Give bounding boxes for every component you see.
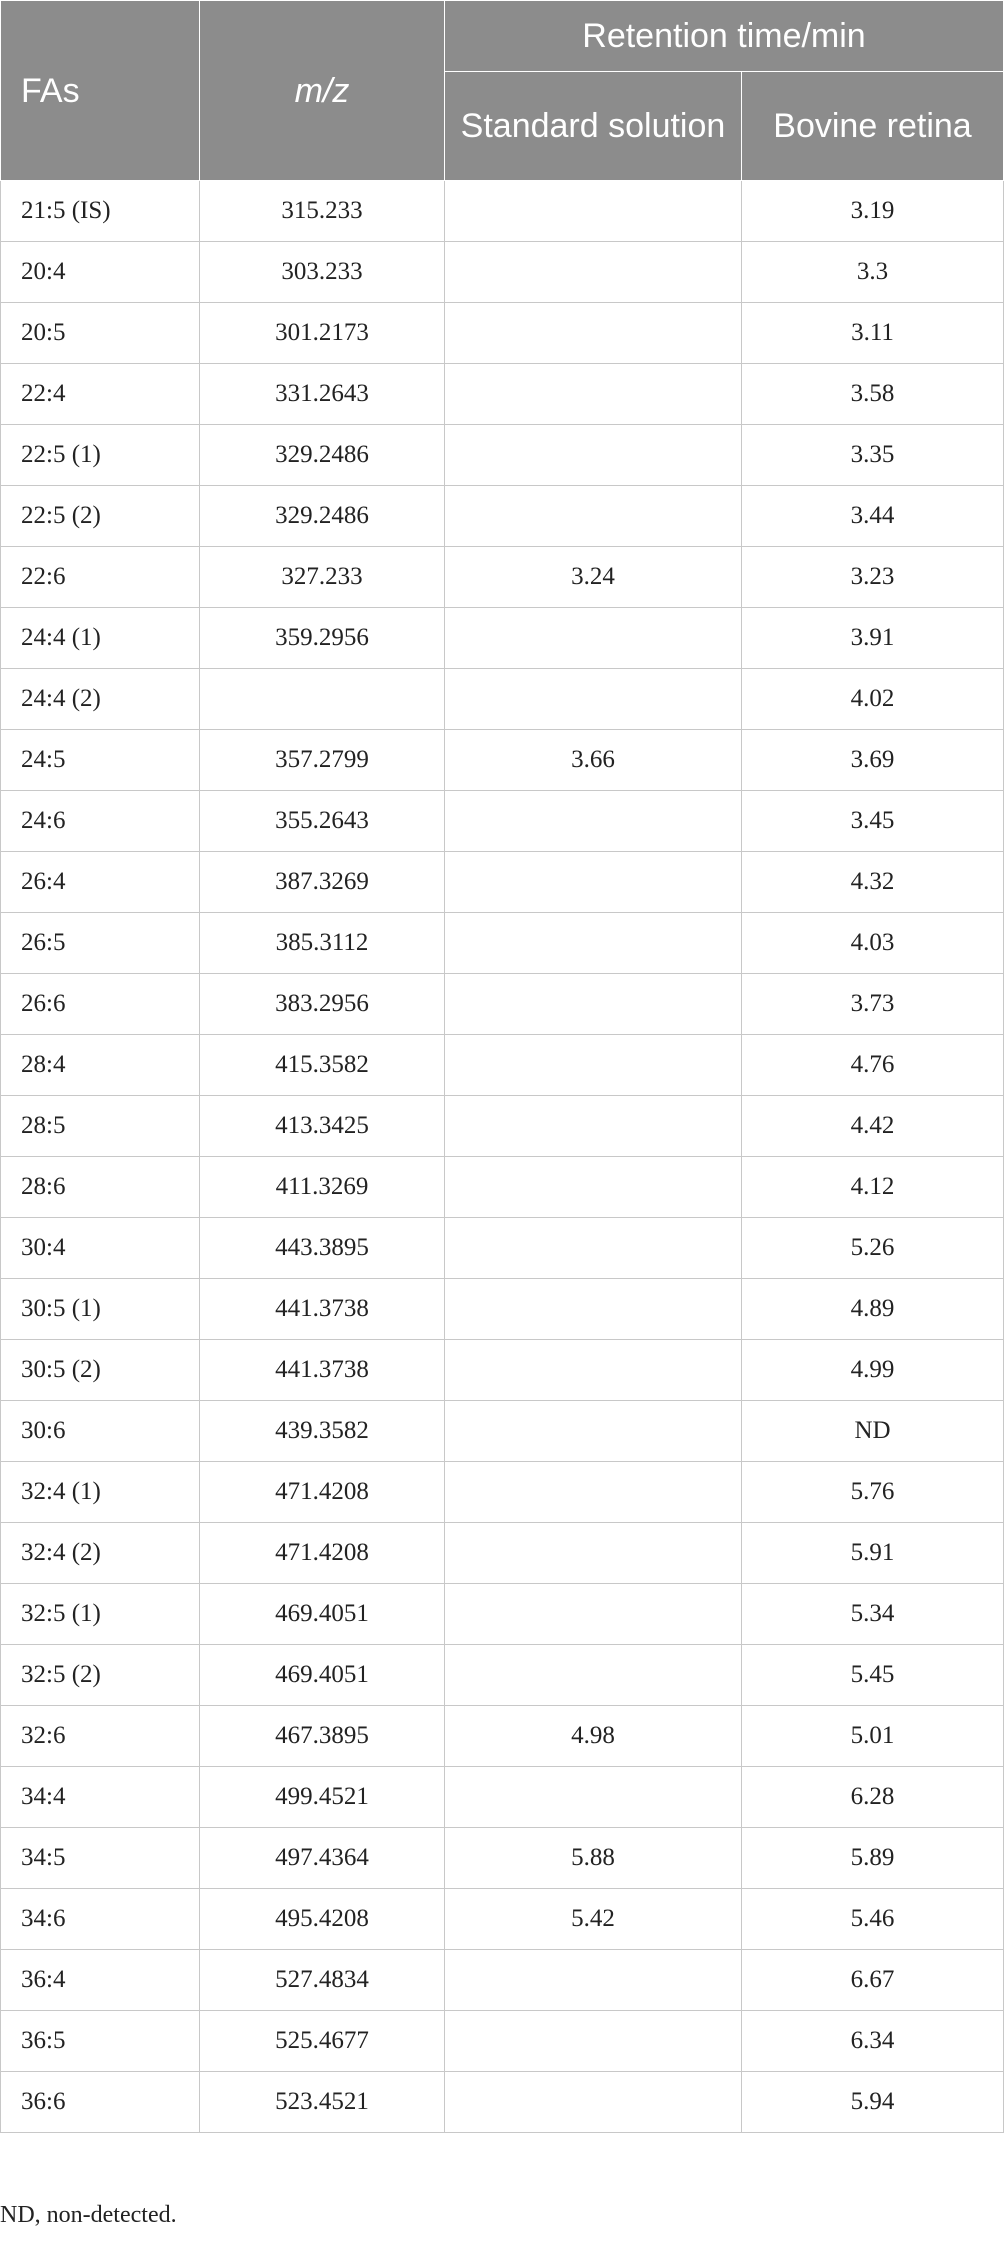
table-row — [1, 1584, 1004, 1645]
header-bovine-retina: Bovine retina — [742, 72, 1004, 181]
cell-mz: 497.4364 — [200, 1828, 445, 1889]
cell-fa: 30:4 — [1, 1218, 200, 1279]
cell-standard-solution — [445, 1950, 742, 2011]
header-standard-solution: Standard solution — [445, 72, 742, 181]
cell-bovine-retina: 6.67 — [742, 1950, 1004, 2011]
cell-bovine-retina: 4.03 — [742, 913, 1004, 974]
cell-bovine-retina: 3.73 — [742, 974, 1004, 1035]
cell-fa: 32:5 (1) — [1, 1584, 200, 1645]
cell-bovine-retina: 5.45 — [742, 1645, 1004, 1706]
cell-bovine-retina: ND — [742, 1401, 1004, 1462]
table-row — [1, 1523, 1004, 1584]
cell-standard-solution — [445, 425, 742, 486]
cell-fa: 34:6 — [1, 1889, 200, 1950]
cell-mz: 467.3895 — [200, 1706, 445, 1767]
cell-fa: 20:4 — [1, 242, 200, 303]
table-row — [1, 1096, 1004, 1157]
cell-mz — [200, 669, 445, 730]
cell-fa: 26:4 — [1, 852, 200, 913]
table-row — [1, 730, 1004, 791]
cell-standard-solution — [445, 1645, 742, 1706]
table-row — [1, 1035, 1004, 1096]
cell-bovine-retina: 4.76 — [742, 1035, 1004, 1096]
cell-mz: 385.3112 — [200, 913, 445, 974]
cell-bovine-retina: 5.26 — [742, 1218, 1004, 1279]
table-footnote: ND, non-detected. — [0, 2202, 177, 2228]
cell-mz: 359.2956 — [200, 608, 445, 669]
cell-mz: 329.2486 — [200, 425, 445, 486]
table-row — [1, 791, 1004, 852]
cell-standard-solution — [445, 1767, 742, 1828]
table-row — [1, 486, 1004, 547]
table-row — [1, 364, 1004, 425]
cell-bovine-retina: 4.99 — [742, 1340, 1004, 1401]
cell-fa: 32:4 (1) — [1, 1462, 200, 1523]
cell-fa: 36:6 — [1, 2072, 200, 2133]
cell-bovine-retina: 3.45 — [742, 791, 1004, 852]
table-row — [1, 1645, 1004, 1706]
cell-mz: 415.3582 — [200, 1035, 445, 1096]
cell-bovine-retina: 4.32 — [742, 852, 1004, 913]
cell-standard-solution: 3.66 — [445, 730, 742, 791]
cell-standard-solution — [445, 1096, 742, 1157]
cell-standard-solution — [445, 1035, 742, 1096]
table-row — [1, 1767, 1004, 1828]
cell-standard-solution — [445, 608, 742, 669]
cell-standard-solution — [445, 1523, 742, 1584]
cell-mz: 329.2486 — [200, 486, 445, 547]
cell-mz: 441.3738 — [200, 1279, 445, 1340]
cell-bovine-retina: 4.89 — [742, 1279, 1004, 1340]
table-row — [1, 1706, 1004, 1767]
cell-fa: 34:5 — [1, 1828, 200, 1889]
cell-fa: 36:5 — [1, 2011, 200, 2072]
cell-standard-solution: 4.98 — [445, 1706, 742, 1767]
cell-mz: 495.4208 — [200, 1889, 445, 1950]
cell-standard-solution — [445, 913, 742, 974]
table-row — [1, 303, 1004, 364]
header-retention-time: Retention time/min — [445, 1, 1004, 72]
table-row — [1, 181, 1004, 242]
cell-bovine-retina: 3.91 — [742, 608, 1004, 669]
cell-fa: 28:5 — [1, 1096, 200, 1157]
cell-mz: 301.2173 — [200, 303, 445, 364]
cell-standard-solution: 5.88 — [445, 1828, 742, 1889]
table-row — [1, 669, 1004, 730]
cell-fa: 22:6 — [1, 547, 200, 608]
cell-bovine-retina: 3.3 — [742, 242, 1004, 303]
cell-mz: 471.4208 — [200, 1462, 445, 1523]
cell-standard-solution — [445, 303, 742, 364]
cell-fa: 22:5 (2) — [1, 486, 200, 547]
cell-fa: 30:5 (1) — [1, 1279, 200, 1340]
cell-fa: 24:6 — [1, 791, 200, 852]
cell-mz: 303.233 — [200, 242, 445, 303]
table-row — [1, 1218, 1004, 1279]
header-mz: m/z — [200, 1, 445, 181]
cell-bovine-retina: 3.69 — [742, 730, 1004, 791]
table-row — [1, 974, 1004, 1035]
cell-fa: 28:4 — [1, 1035, 200, 1096]
cell-bovine-retina: 3.19 — [742, 181, 1004, 242]
table-row — [1, 1279, 1004, 1340]
cell-fa: 32:4 (2) — [1, 1523, 200, 1584]
cell-mz: 327.233 — [200, 547, 445, 608]
cell-bovine-retina: 5.89 — [742, 1828, 1004, 1889]
cell-standard-solution: 5.42 — [445, 1889, 742, 1950]
cell-fa: 22:5 (1) — [1, 425, 200, 486]
cell-fa: 30:6 — [1, 1401, 200, 1462]
cell-standard-solution — [445, 1279, 742, 1340]
table-row — [1, 913, 1004, 974]
cell-bovine-retina: 5.34 — [742, 1584, 1004, 1645]
cell-fa: 30:5 (2) — [1, 1340, 200, 1401]
cell-mz: 355.2643 — [200, 791, 445, 852]
cell-fa: 24:4 (2) — [1, 669, 200, 730]
table-row — [1, 852, 1004, 913]
cell-mz: 439.3582 — [200, 1401, 445, 1462]
cell-standard-solution — [445, 486, 742, 547]
cell-standard-solution — [445, 791, 742, 852]
cell-mz: 527.4834 — [200, 1950, 445, 2011]
cell-standard-solution — [445, 1157, 742, 1218]
cell-fa: 26:6 — [1, 974, 200, 1035]
cell-mz: 315.233 — [200, 181, 445, 242]
cell-standard-solution — [445, 2072, 742, 2133]
cell-fa: 36:4 — [1, 1950, 200, 2011]
cell-standard-solution — [445, 242, 742, 303]
header-fas: FAs — [1, 1, 200, 181]
cell-standard-solution — [445, 364, 742, 425]
cell-mz: 469.4051 — [200, 1584, 445, 1645]
cell-fa: 24:4 (1) — [1, 608, 200, 669]
cell-mz: 413.3425 — [200, 1096, 445, 1157]
cell-mz: 331.2643 — [200, 364, 445, 425]
cell-bovine-retina: 3.11 — [742, 303, 1004, 364]
cell-bovine-retina: 5.94 — [742, 2072, 1004, 2133]
cell-bovine-retina: 4.42 — [742, 1096, 1004, 1157]
table-row — [1, 547, 1004, 608]
table-row — [1, 1340, 1004, 1401]
cell-bovine-retina: 3.58 — [742, 364, 1004, 425]
cell-fa: 28:6 — [1, 1157, 200, 1218]
cell-mz: 411.3269 — [200, 1157, 445, 1218]
table-row — [1, 1828, 1004, 1889]
cell-bovine-retina: 6.34 — [742, 2011, 1004, 2072]
cell-mz: 523.4521 — [200, 2072, 445, 2133]
cell-bovine-retina: 3.44 — [742, 486, 1004, 547]
cell-mz: 441.3738 — [200, 1340, 445, 1401]
table-row — [1, 1157, 1004, 1218]
cell-standard-solution — [445, 1584, 742, 1645]
cell-mz: 383.2956 — [200, 974, 445, 1035]
cell-mz: 525.4677 — [200, 2011, 445, 2072]
cell-mz: 499.4521 — [200, 1767, 445, 1828]
cell-standard-solution — [445, 974, 742, 1035]
table-body — [1, 181, 1004, 2133]
table-row — [1, 1462, 1004, 1523]
cell-standard-solution — [445, 181, 742, 242]
cell-mz: 387.3269 — [200, 852, 445, 913]
cell-bovine-retina: 5.91 — [742, 1523, 1004, 1584]
cell-standard-solution — [445, 1401, 742, 1462]
cell-fa: 34:4 — [1, 1767, 200, 1828]
cell-bovine-retina: 3.35 — [742, 425, 1004, 486]
cell-bovine-retina: 6.28 — [742, 1767, 1004, 1828]
table-row — [1, 608, 1004, 669]
cell-mz: 357.2799 — [200, 730, 445, 791]
table-row — [1, 242, 1004, 303]
cell-bovine-retina: 3.23 — [742, 547, 1004, 608]
table-row — [1, 1950, 1004, 2011]
cell-fa: 22:4 — [1, 364, 200, 425]
table-row — [1, 2072, 1004, 2133]
cell-fa: 32:5 (2) — [1, 1645, 200, 1706]
table-row — [1, 1401, 1004, 1462]
cell-standard-solution: 3.24 — [445, 547, 742, 608]
cell-bovine-retina: 5.76 — [742, 1462, 1004, 1523]
cell-bovine-retina: 5.01 — [742, 1706, 1004, 1767]
cell-bovine-retina: 4.12 — [742, 1157, 1004, 1218]
cell-standard-solution — [445, 1462, 742, 1523]
cell-fa: 32:6 — [1, 1706, 200, 1767]
table-header — [1, 1, 1004, 181]
cell-fa: 21:5 (IS) — [1, 181, 200, 242]
cell-standard-solution — [445, 669, 742, 730]
table-row — [1, 2011, 1004, 2072]
table-row — [1, 1889, 1004, 1950]
cell-standard-solution — [445, 852, 742, 913]
cell-fa: 24:5 — [1, 730, 200, 791]
cell-mz: 469.4051 — [200, 1645, 445, 1706]
cell-standard-solution — [445, 2011, 742, 2072]
cell-bovine-retina: 4.02 — [742, 669, 1004, 730]
cell-mz: 471.4208 — [200, 1523, 445, 1584]
cell-mz: 443.3895 — [200, 1218, 445, 1279]
cell-fa: 26:5 — [1, 913, 200, 974]
cell-standard-solution — [445, 1218, 742, 1279]
cell-standard-solution — [445, 1340, 742, 1401]
cell-bovine-retina: 5.46 — [742, 1889, 1004, 1950]
cell-fa: 20:5 — [1, 303, 200, 364]
table-row — [1, 425, 1004, 486]
